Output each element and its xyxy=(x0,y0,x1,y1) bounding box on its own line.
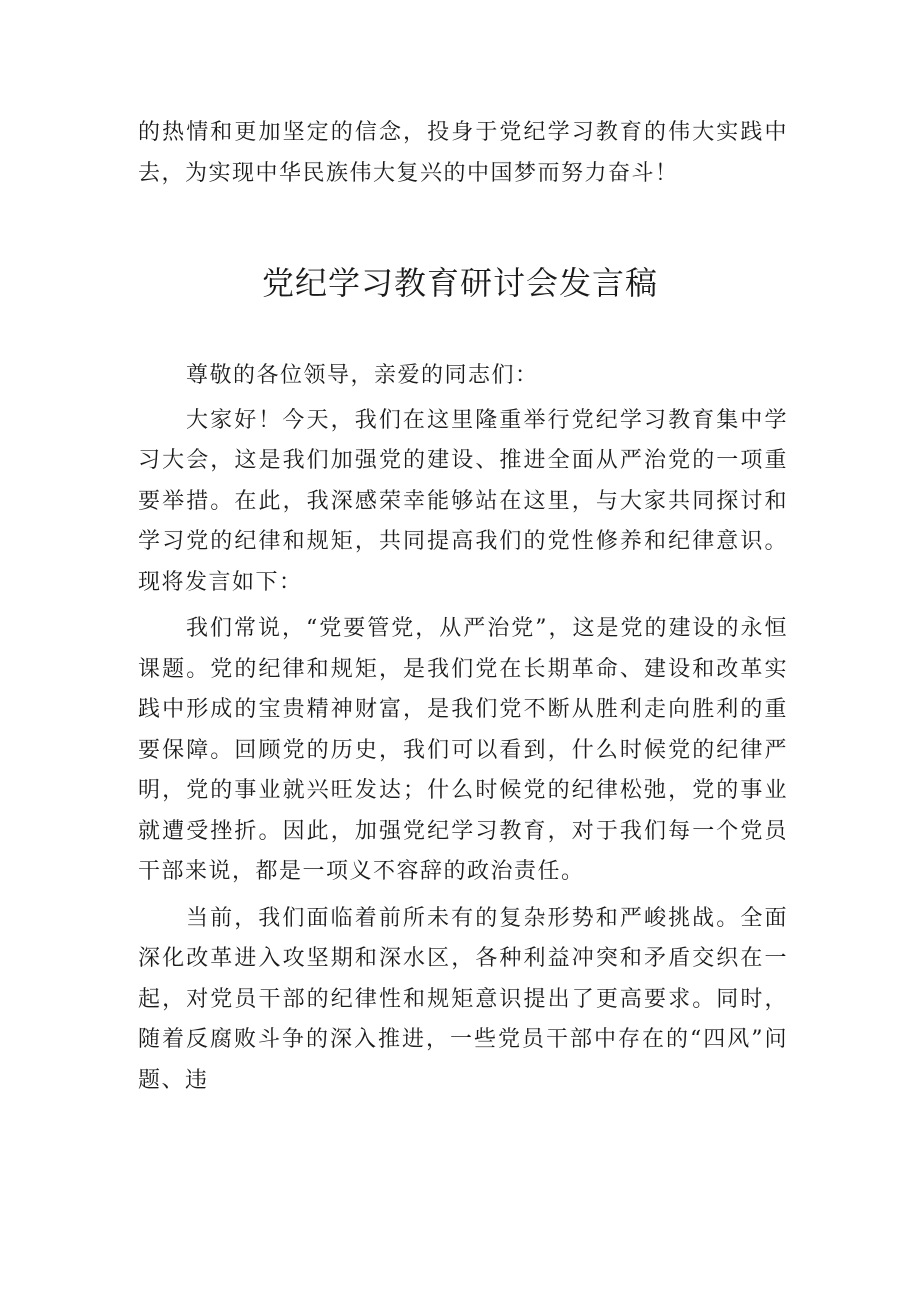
document-body xyxy=(138,356,788,1101)
greeting-line: 尊敬的各位领导，亲爱的同志们： xyxy=(186,363,539,388)
paragraph-3: 当前，我们面临着前所未有的复杂形势和严峻挑战。全面深化改革进入攻坚期和深水区，各种利益冲突和矛盾交织在一起，对党员干部的纪律性和规矩意识提出了更高要求。同时，随着反腐败斗争的深入推进，一些党员干部中存在的“四风”问题、违 xyxy=(138,905,788,1093)
paragraph-2: 我们常说，“党要管党，从严治党”，这是党的建设的永恒课题。党的纪律和规矩，是我们党在长期革命、建设和改革实践中形成的宝贵精神财富，是我们党不断从胜利走向胜利的重要保障。回顾党的历史，我们可以看到，什么时候党的纪律严明，党的事业就兴旺发达；什么时候党的纪律松弛，党的事业就遭受挫折。因此，加强党纪学习教育，对于我们每一个党员干部来说，都是一项义不容辞的政治责任。 xyxy=(138,616,788,884)
document-title: 党纪学习教育研讨会发言稿 xyxy=(261,264,658,302)
continuation-paragraph: 的热情和更加坚定的信念，投身于党纪学习教育的伟大实践中去，为实现中华民族伟大复兴的中国梦而努力奋斗！ xyxy=(138,120,788,186)
paragraph-1: 大家好！今天，我们在这里隆重举行党纪学习教育集中学习大会，这是我们加强党的建设、推进全面从严治党的一项重要举措。在此，我深感荣幸能够站在这里，与大家共同探讨和学习党的纪律和规矩，共同提高我们的党性修养和纪律意识。现将发言如下： xyxy=(138,407,788,595)
